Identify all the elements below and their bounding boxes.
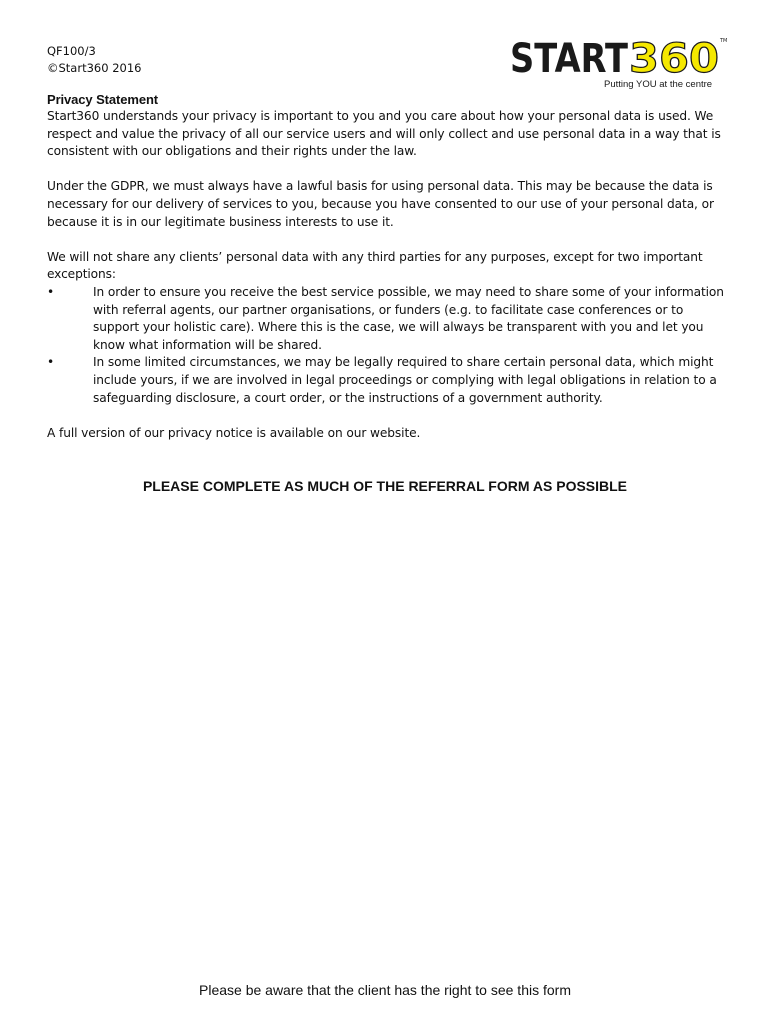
doc-code: QF100/3 <box>47 44 96 58</box>
svg-text:START: START <box>510 36 629 82</box>
document-reference <box>47 43 141 77</box>
svg-text:TM: TM <box>720 38 728 44</box>
footer-notice: Please be aware that the client has the right to see this form <box>199 982 571 998</box>
bullet-text-1: In order to ensure you receive the best service possible, we may need to share some of your information with referral agents, our partner organisations, or funders (e.g. to facilitate case conferences or to support your holistic care). Where this is the case, we will always be transparent with you and let you know what information will be shared. <box>93 284 724 352</box>
bullet-icon: • <box>47 355 55 370</box>
privacy-statement <box>47 92 727 460</box>
bullet-icon: • <box>47 284 55 299</box>
privacy-heading: Privacy Statement <box>47 92 159 107</box>
privacy-paragraph-2: Under the GDPR, we must always have a lawful basis for using personal data. This may be because the data is necessary for our delivery of services to you, because you have consented to our use of your personal data, or because it is in our legitimate business interests to use it. <box>47 179 714 229</box>
privacy-paragraph-4: A full version of our privacy notice is available on our website. <box>47 425 421 440</box>
svg-text:360: 360 <box>629 36 719 82</box>
start360-logo <box>508 30 728 92</box>
privacy-paragraph-1: Start360 understands your privacy is important to you and you care about how your personal data is used. We respect and value the privacy of all our service users and will only collect and use personal data in a way that is consistent with our obligations and their rights under the law. <box>47 109 721 159</box>
copyright-notice: ©Start360 2016 <box>47 61 142 75</box>
bullet-text-2: In some limited circumstances, we may be legally required to share certain personal data, which might include yours, if we are involved in legal proceedings or complying with legal obligations in relation to a safeguarding disclosure, a court order, or the instructions of a government authority. <box>93 355 717 405</box>
form-instruction: PLEASE COMPLETE AS MUCH OF THE REFERRAL FORM AS POSSIBLE <box>142 478 628 494</box>
privacy-paragraph-3-intro: We will not share any clients’ personal data with any third parties for any purposes, except for two important exceptions: <box>47 249 703 282</box>
bullet-item-1 <box>47 284 727 354</box>
svg-text:Putting YOU at the centre: Putting YOU at the centre <box>604 79 713 90</box>
bullet-item-2 <box>47 354 727 407</box>
